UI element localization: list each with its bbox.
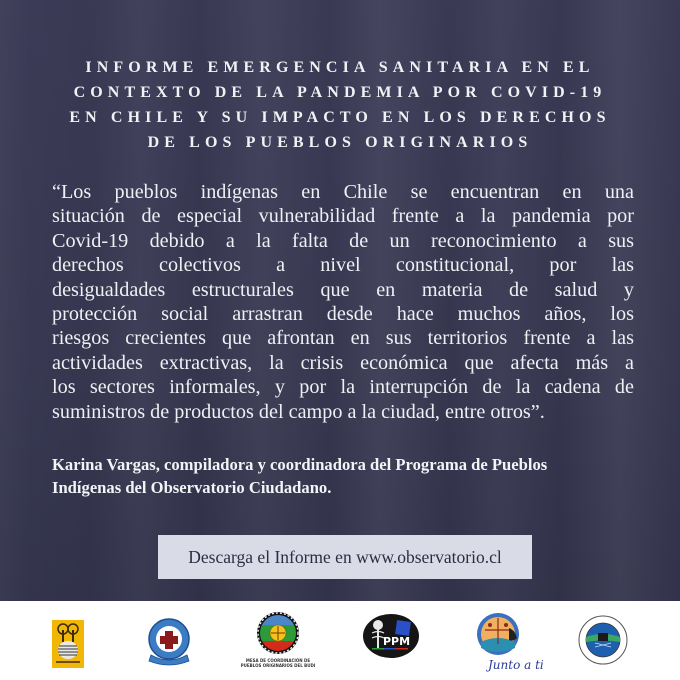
yellow-square-figures-icon <box>52 620 84 668</box>
quote-line: situación de especial vulnerabilidad frente a la pandemia por <box>52 205 634 228</box>
quote-line: suministros de productos del campo a la ciudad, entre otros”. <box>52 400 545 423</box>
ppm-araucaria-icon <box>362 613 420 659</box>
download-report-button[interactable]: Descarga el Informe en www.observatorio.cl <box>158 535 532 579</box>
quote-line: riesgos crecientes que afrontan en sus territorios frente a las <box>52 327 634 350</box>
junto-a-ti-logo <box>476 612 522 658</box>
quote-line: derechos colectivos a nivel constitucional, por las <box>52 254 634 277</box>
caption-line: MESA DE COORDINACIÓN DE <box>245 658 311 663</box>
mesa-coordinacion-caption <box>240 658 316 668</box>
quote-line: “Los pueblos indígenas en Chile se encuentran en una <box>52 181 634 203</box>
blue-seal-logo <box>145 615 193 667</box>
quote-attribution <box>52 453 642 499</box>
quote-line: Covid-19 debido a la falta de un reconocimiento a sus <box>52 229 634 252</box>
caption-line: PUEBLOS ORIGINARIOS DEL BUDI <box>240 663 316 668</box>
report-title <box>0 55 680 155</box>
blue-circular-seal-icon <box>145 615 193 667</box>
quote-line: los sectores informales, y por la interrupción de la cadena de <box>52 376 634 399</box>
svg-text:PPM: PPM <box>383 635 411 648</box>
title-line: CONTEXTO DE LA PANDEMIA POR COVID-19 <box>73 84 607 101</box>
quote-line: protección social arrastran desde hace muchos años, los <box>52 303 634 326</box>
mesa-coordinacion-logo <box>256 611 300 655</box>
partner-logos-strip <box>0 601 680 680</box>
title-line: INFORME EMERGENCIA SANITARIA EN EL <box>85 59 595 76</box>
title-line: DE LOS PUEBLOS ORIGINARIOS <box>147 134 533 151</box>
quote-line: actividades extractivas, la crisis económica que afecta más a <box>52 351 634 374</box>
orange-circular-seal-icon <box>476 612 522 658</box>
junto-a-ti-signature: Junto a ti <box>488 658 544 672</box>
blue-green-circular-seal-icon <box>578 615 628 665</box>
observatorio-ciudadano-logo <box>52 620 84 668</box>
comunidad-indigena-logo <box>578 615 628 665</box>
quote-line: desigualdades estructurales que en materia de salud y <box>52 278 634 301</box>
title-line: EN CHILE Y SU IMPACTO EN LOS DERECHOS <box>69 109 611 126</box>
quote-text <box>52 180 634 424</box>
attribution-line: Karina Vargas, compiladora y coordinadora del Programa de Pueblos <box>52 455 548 474</box>
mapuche-flag-circle-icon <box>256 611 300 655</box>
attribution-line: Indígenas del Observatorio Ciudadano. <box>52 478 332 497</box>
ppm-logo <box>362 613 420 659</box>
